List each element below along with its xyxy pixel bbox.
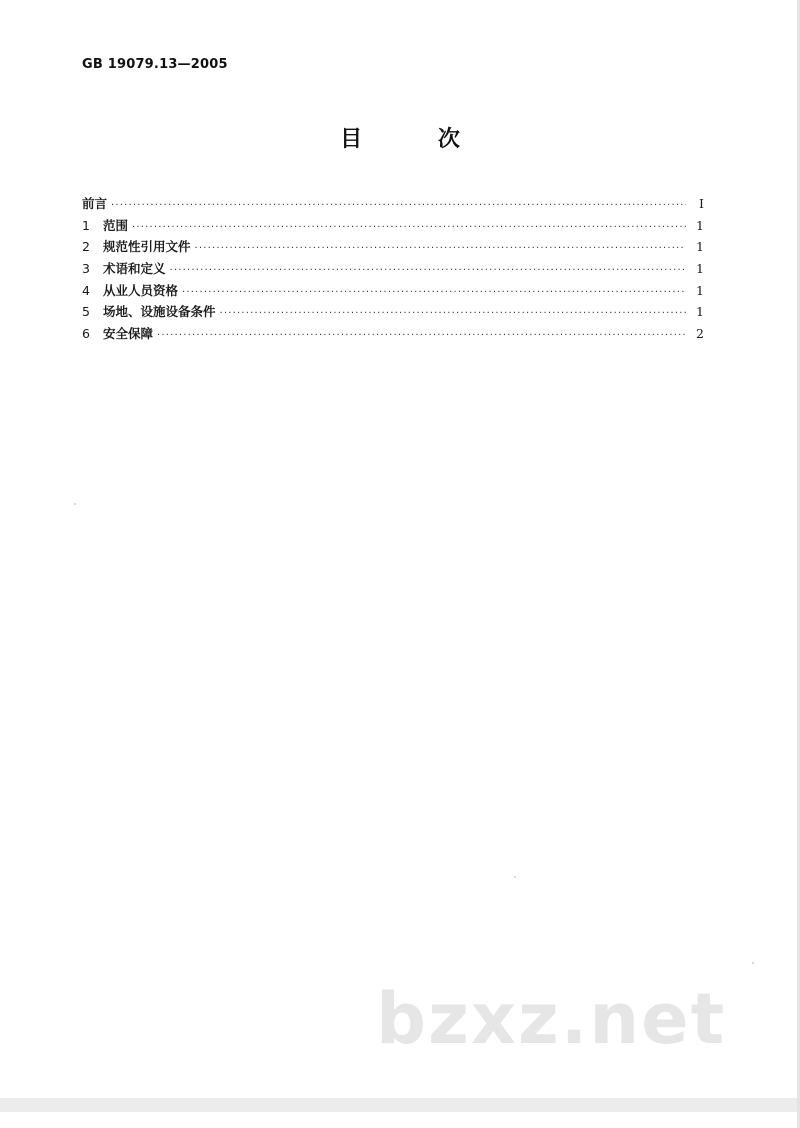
toc-entry-2[interactable] — [82, 237, 704, 259]
scan-speck — [74, 503, 76, 505]
toc-entry-number: 2 — [82, 239, 90, 255]
standard-code: GB 19079.13—2005 — [82, 57, 228, 72]
toc-entry-6[interactable] — [82, 324, 704, 346]
toc-entry-page: 1 — [696, 282, 704, 298]
toc-entry-label: 安全保障 — [103, 326, 154, 342]
scan-bottom-band — [0, 1098, 800, 1112]
toc-leader-dots — [182, 287, 686, 298]
toc-entry-label: 范围 — [103, 217, 129, 233]
toc-entry-number: 1 — [82, 217, 90, 233]
toc-entry-4[interactable] — [82, 281, 704, 303]
toc-entry-label: 从业人员资格 — [103, 282, 179, 298]
toc-entry-page: I — [699, 196, 704, 211]
toc-entry-1[interactable] — [82, 216, 704, 238]
toc-entry-label: 场地、设施设备条件 — [103, 304, 216, 320]
toc-entry-page: 1 — [696, 261, 704, 277]
scan-speck — [514, 876, 516, 878]
scan-speck — [752, 962, 754, 964]
toc-leader-dots — [220, 308, 686, 319]
toc-leader-dots — [132, 222, 686, 233]
toc-leader-dots — [111, 200, 686, 211]
table-of-contents — [82, 194, 704, 346]
toc-title: 目 次 — [340, 127, 494, 152]
toc-entry-label: 规范性引用文件 — [103, 239, 191, 255]
toc-entry-label: 前言 — [82, 196, 108, 211]
toc-entry-number: 3 — [82, 261, 90, 277]
watermark-logo: bzxz.net — [376, 978, 727, 1060]
toc-entry-page: 1 — [696, 304, 704, 320]
toc-entry-preface[interactable] — [82, 194, 704, 216]
toc-leader-dots — [157, 330, 686, 341]
toc-entry-number: 5 — [82, 304, 90, 320]
toc-entry-page: 1 — [696, 217, 704, 233]
toc-entry-number: 4 — [82, 282, 90, 298]
toc-leader-dots — [170, 265, 686, 276]
toc-entry-3[interactable] — [82, 259, 704, 281]
toc-entry-page: 1 — [696, 239, 704, 255]
toc-entry-5[interactable] — [82, 302, 704, 324]
toc-entry-number: 6 — [82, 326, 90, 342]
toc-leader-dots — [195, 243, 686, 254]
toc-entry-page: 2 — [696, 326, 704, 342]
toc-entry-label: 术语和定义 — [103, 261, 166, 277]
